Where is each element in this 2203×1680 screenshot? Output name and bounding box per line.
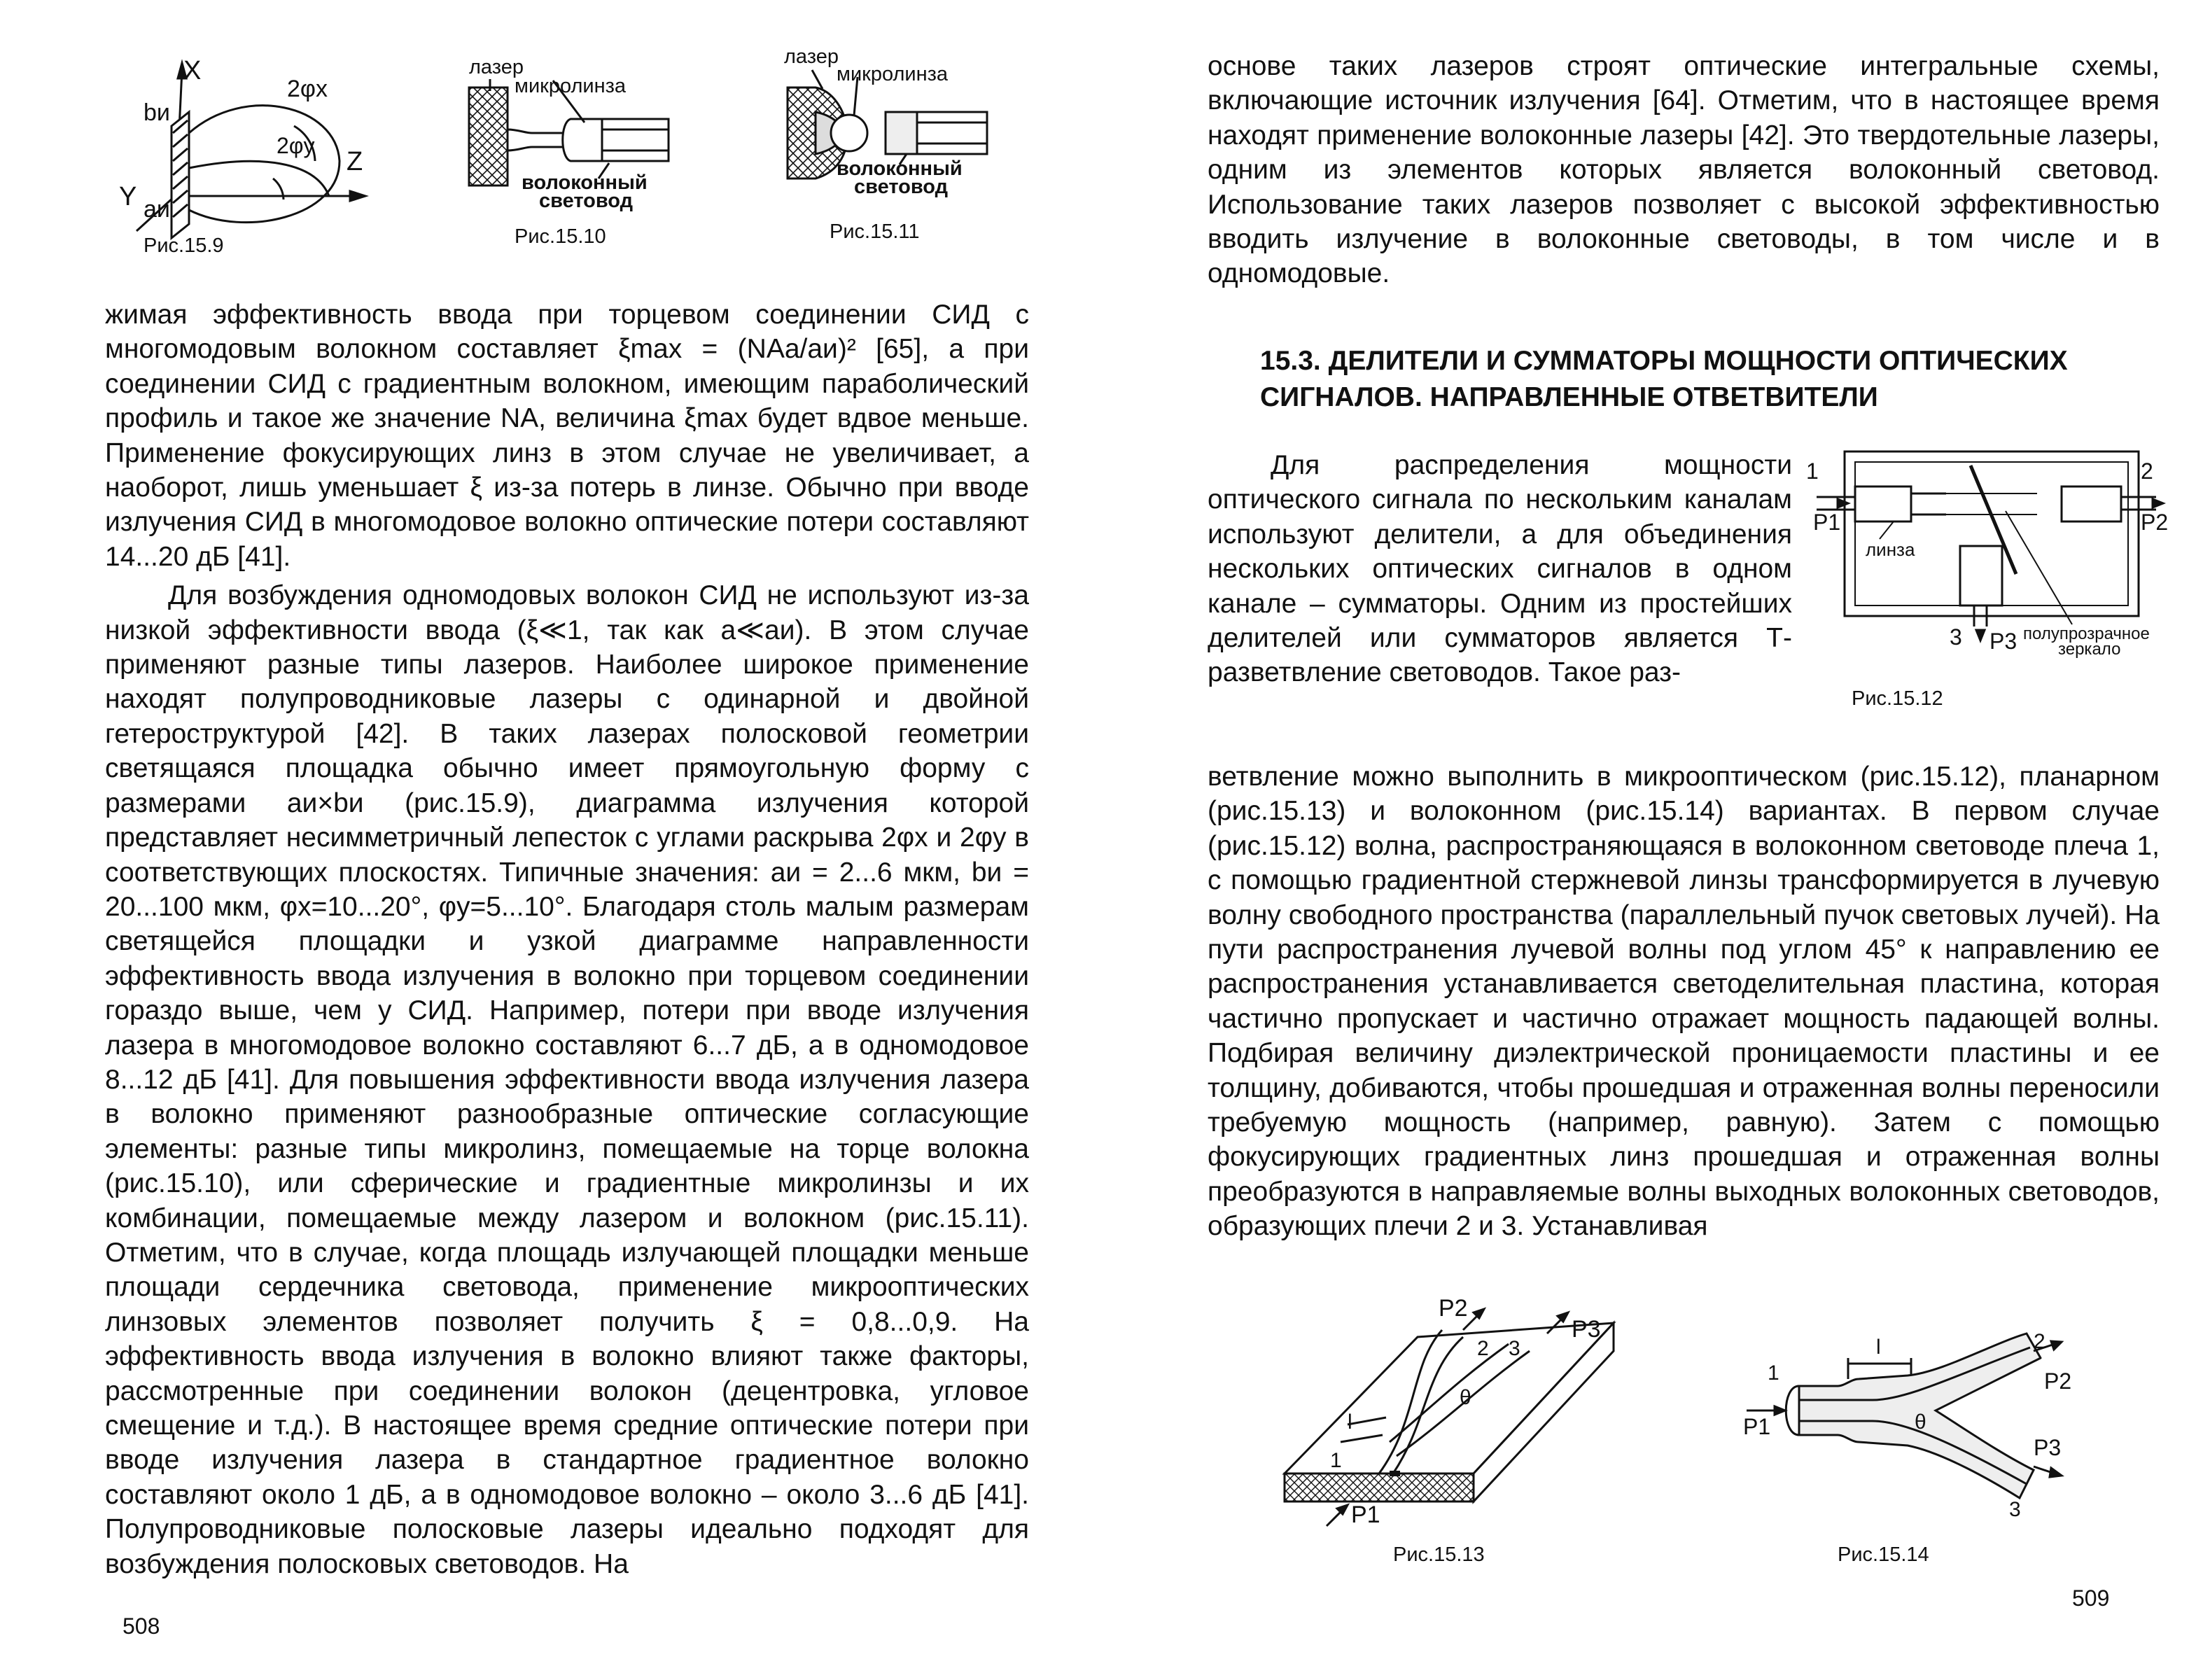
section-heading-line-1: 15.3. ДЕЛИТЕЛИ И СУММАТОРЫ МОЩНОСТИ ОПТИЧЕСКИХ — [1260, 346, 2068, 376]
fig-15-14-n3-label: 3 — [2009, 1498, 2021, 1521]
fig-15-12-p1-label: P1 — [1813, 510, 1841, 535]
fig-15-9-phi-x-label: 2φx — [287, 76, 328, 102]
figure-15-14 — [1733, 1330, 2076, 1526]
fig-15-9-a-label: aи — [144, 196, 170, 223]
fig-15-12-port-3: 3 — [1950, 624, 1962, 650]
right-paragraph-top: основе таких лазеров строят оптические интегральные схемы, включающие источник излучения [64]. Отметим, что в настоящее время находят применение волоконные лазеры [42]. Это твердотельные лазеры, одним из элементов которых является волоконный световод. Использование таких лазеров позволяет с высокой эффективностью вводить излучение в волоконные световоды, в том числе и в одномодовые. — [1208, 51, 2160, 289]
fig-15-13-p1-label: P1 — [1351, 1502, 1380, 1528]
fig-15-10-laser-label: лазер — [469, 56, 524, 78]
page-number-right: 509 — [2072, 1586, 2110, 1611]
fig-15-12-mirror-label-2: зеркало — [2058, 640, 2121, 659]
fig-15-9-x-label: X — [183, 56, 202, 85]
right-page — [1106, 0, 2203, 1680]
fig-15-12-p3-label: P3 — [1989, 629, 2017, 654]
fig-15-14-n2-label: 2 — [2034, 1330, 2045, 1353]
fig-15-14-n1-label: 1 — [1768, 1362, 1779, 1385]
fig-15-11-caption: Рис.15.11 — [830, 220, 920, 243]
right-page-top-text — [1208, 49, 2160, 291]
fig-15-14-caption: Рис.15.14 — [1838, 1544, 1929, 1566]
figure-15-12 — [1806, 441, 2167, 672]
fig-15-12-caption: Рис.15.12 — [1852, 687, 1943, 710]
fig-15-14-p3-label: P3 — [2034, 1435, 2062, 1460]
fig-15-13-p2-label: P2 — [1439, 1295, 1468, 1322]
figure-15-11 — [774, 46, 1005, 214]
fig-15-10-microlens-label: микролинза — [515, 75, 627, 97]
fig-15-9-caption: Рис.15.9 — [144, 234, 224, 257]
fig-15-9-y-label: Y — [119, 182, 137, 211]
fig-15-12-p2-label: P2 — [2141, 510, 2169, 535]
fig-15-13-l-label: l — [1348, 1410, 1352, 1434]
fig-15-11-fiber-label-2: световод — [854, 176, 949, 198]
fig-15-13-n1-label: 1 — [1330, 1449, 1342, 1472]
fig-15-11-microlens-label: микролинза — [837, 63, 949, 85]
fig-15-13-caption: Рис.15.13 — [1393, 1544, 1485, 1566]
section-heading-line-2: СИГНАЛОВ. НАПРАВЛЕННЫЕ ОТВЕТВИТЕЛИ — [1260, 382, 1878, 412]
fig-15-12-mirror-label-1: полупрозрачное — [2023, 624, 2150, 643]
fig-15-13-theta-label: θ — [1460, 1386, 1471, 1409]
fig-15-14-p2-label: P2 — [2044, 1368, 2072, 1394]
left-paragraph-1: жимая эффективность ввода при торцевом соединении СИД с многомодовым волокном составляет ξmax = (NAa/aи)² [65], а при соединении СИД с градиентным волокном, имеющим параболический профиль и такое же значение NA, величина ξmax будет вдвое меньше. Применение фокусирующих линз в этом случае не увеличивает, а наоборот, лишь уменьшает ξ из-за потерь в линзе. Обычно при вводе излучения СИД в многомодовое волокно оптические потери составляют 14...20 дБ [41]. — [105, 300, 1029, 572]
left-paragraph-2: Для возбуждения одномодовых волокон СИД не используют из-за низкой эффективности ввода (ξ≪1, так как a≪aи). В этом случае применяют разные типы лазеров. Наиболее широкое применение находят полупроводниковые лазеры с одинарной и двойной гетероструктурой [42]. В таких лазерах полосковой геометрии светящаяся площадка обычно имеет прямоугольную форму с размерами aи×bи (рис.15.9), диаграмма излучения которой представляет несимметричный лепесток с углами раскрыва 2φx и 2φy в соответствующих плоскостях. Типичные значения: aи = 2...6 мкм, bи = 20...100 мкм, φx=10...20°, φy=5...10°. Благодаря столь малым размерам светящейся площадки и узкой диаграмме направленности эффективность ввода излучения в волокно при торцевом соединении гораздо выше, чем у СИД. Например, потери при вводе излучения лазера в многомодовое волокно составляют 6...7 дБ, а в одномодовое 8...12 дБ [41]. Для повышения эффективности ввода излучения лазера в волокно применяют разнообразные оптические согласующие элементы: разные типы микролинз, помещаемые на торце волокна (рис.15.10), или сферические и градиентные микролинзы и их комбинации, помещаемые между лазером и волокном (рис.15.11). Отметим, что в случае, когда площадь излучающей площадки меньше площади сердечника световода, применение микрооптических линзовых элементов позволяет получить ξ = 0,8...0,9. На эффективность ввода излучения в волокно влияют также факторы, рассмотренные при соединении волокон (децентровка, угловое смещение и т.д.). В настоящее время средние оптические потери при вводе излучения лазера в стандартное градиентное волокно составляют около 1 дБ, а в одномодовое волокно – около 3...6 дБ [41]. Полупроводниковые полосковые лазеры идеально подходят для возбуждения полосковых световодов. На — [105, 580, 1029, 1579]
fig-15-12-port-1: 1 — [1806, 458, 1819, 484]
fig-15-10-fiber-label-2: световод — [539, 190, 634, 212]
figure-15-14-drawing — [1733, 1330, 2076, 1526]
page-number-left: 508 — [123, 1614, 160, 1639]
fig-15-9-b-label: bи — [144, 99, 170, 126]
fig-15-11-laser-label: лазер — [784, 46, 839, 68]
fig-15-9-z-label: Z — [347, 147, 363, 176]
fig-15-12-port-2: 2 — [2141, 458, 2153, 484]
fig-15-12-lens-label: линза — [1866, 539, 1915, 560]
fig-15-14-l-label: l — [1876, 1336, 1881, 1359]
fig-15-9-phi-y-label: 2φy — [277, 133, 315, 158]
fig-15-13-n3-label: 3 — [1509, 1337, 1520, 1360]
fig-15-13-p3-label: P3 — [1572, 1316, 1601, 1343]
right-paragraph-main: ветвление можно выполнить в микрооптическом (рис.15.12), планарном (рис.15.13) и волоконном (рис.15.14) вариантах. В первом случае (рис.15.12) волна, распространяющаяся в волоконном световоде плеча 1, с помощью градиентной стержневой линзы трансформируется в лучевую волну свободного пространства (параллельный пучок световых лучей). На пути распространения лучевой волны под углом 45° к направлению ее распространения устанавливается светоделительная пластина, которая частично пропускает и частично отражает мощность падающей волны. Подбирая величину диэлектрической проницаемости пластины и ее толщину, добиваются, чтобы прошедшая и отраженная волны переносили требуемую мощность (например, равную). Затем с помощью фокусирующих градиентных линз прошедшая и отраженная волны преобразуются в направляемые волны выходных волоконных световодов, образующих плечи 2 и 3. Устанавливая — [1208, 762, 2160, 1242]
fig-15-14-p1-label: P1 — [1743, 1414, 1771, 1439]
fig-15-14-theta-label: θ — [1915, 1410, 1926, 1434]
left-page-body — [105, 298, 1029, 1581]
fig-15-10-caption: Рис.15.10 — [515, 225, 606, 248]
right-wrap-text — [1208, 448, 1792, 690]
right-main-text — [1208, 760, 2160, 1244]
figure-15-10 — [448, 52, 700, 220]
right-paragraph-wrap: Для распределения мощности оптического сигнала по нескольким каналам используют делители, а для объединения нескольких оптических сигналов в одном канале – сумматоры. Одним из простейших делителей или сумматоров является Т-разветвление световодов. Такое раз- — [1208, 450, 1792, 688]
figure-15-13 — [1278, 1281, 1628, 1533]
fig-15-13-n2-label: 2 — [1477, 1337, 1489, 1360]
section-heading — [1260, 343, 2170, 416]
left-page — [0, 0, 1092, 1680]
fig-15-10-fiber-label-1: волоконный — [522, 172, 648, 194]
fig-15-11-fiber-label-1: волоконный — [837, 158, 963, 180]
